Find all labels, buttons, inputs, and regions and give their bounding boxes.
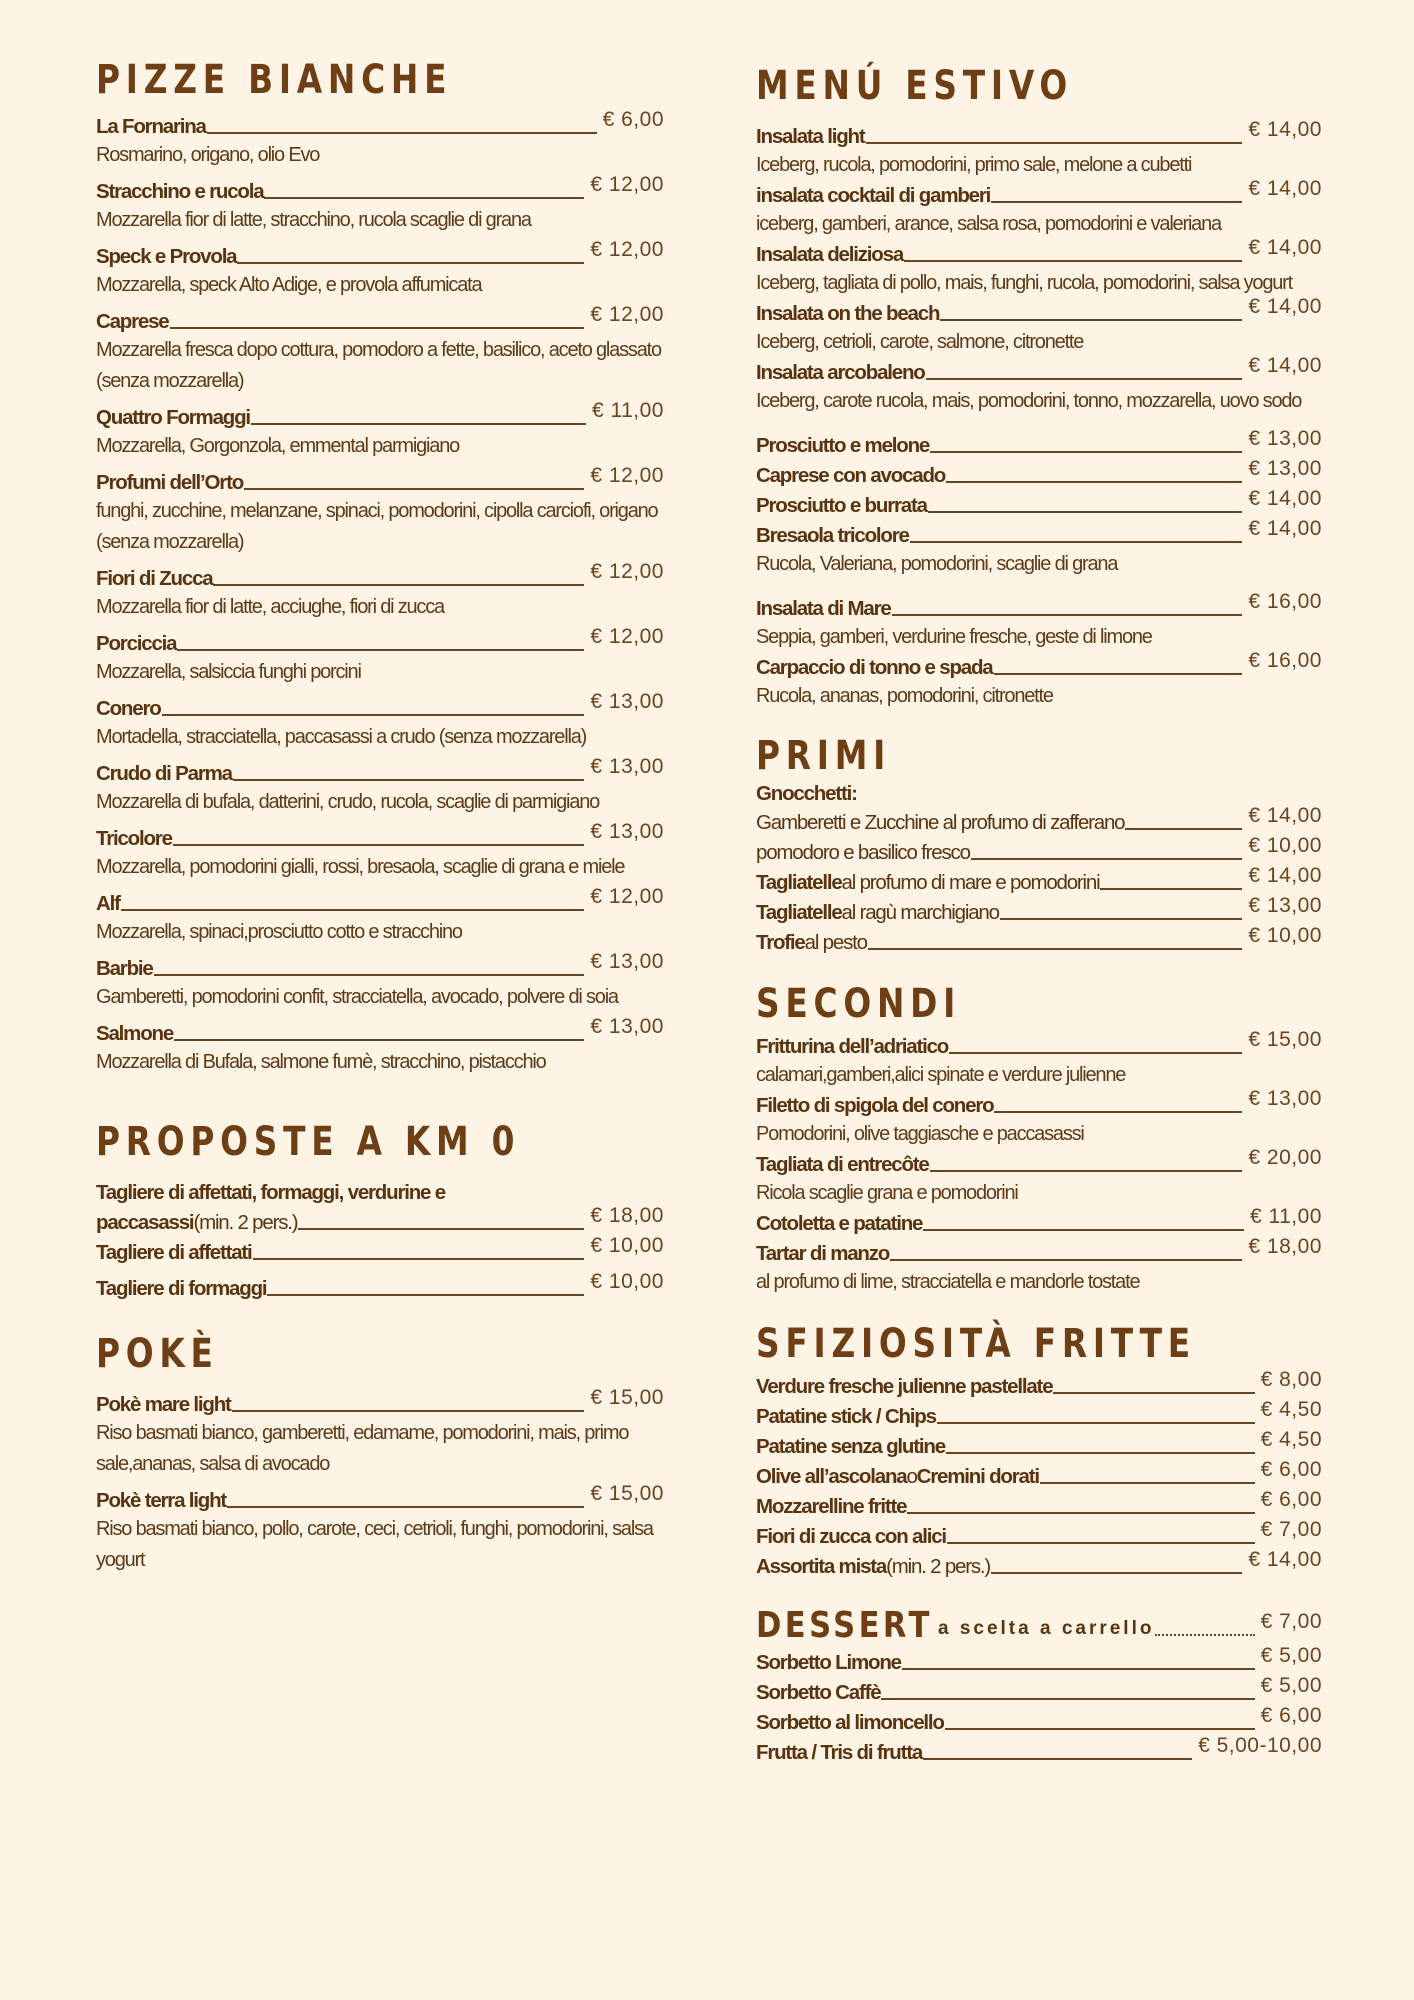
- menu-item: [756, 1644, 1322, 1678]
- item-name: paccasassi: [96, 1211, 194, 1234]
- item-text: al pesto: [804, 931, 867, 954]
- menu-item: [756, 1205, 1322, 1239]
- menu-item: [756, 1087, 1322, 1150]
- item-description: Riso basmati bianco, gamberetti, edamame, pomodorini, mais, primo sale,ananas, salsa di avocado: [96, 1422, 629, 1475]
- menu-item: [756, 1028, 1322, 1091]
- leader-line: [892, 614, 1243, 616]
- item-price: € 13,00: [590, 1015, 664, 1038]
- item-price: € 14,00: [1248, 864, 1322, 887]
- item-description: al profumo di lime, stracciatella e mandorle tostate: [756, 1271, 1140, 1293]
- menu-item: [96, 1270, 664, 1304]
- item-name: Profumi dell’Orto: [96, 471, 244, 494]
- item-name: Carpaccio di tonno e spada: [756, 656, 993, 679]
- item-price: € 13,00: [1248, 894, 1322, 917]
- item-price: € 14,00: [1248, 177, 1322, 200]
- leader-line: [940, 319, 1242, 321]
- menu-item: [756, 457, 1322, 491]
- leader-line: [207, 132, 597, 134]
- primi-subtitle: Gnocchetti:: [756, 782, 857, 805]
- item-price: € 14,00: [1248, 236, 1322, 259]
- item-name: Insalata di Mare: [756, 597, 891, 620]
- leader-line: [162, 714, 585, 716]
- item-name: Tagliere di affettati, formaggi, verdurine e: [96, 1181, 445, 1204]
- menu-item: [756, 1674, 1322, 1708]
- menu-item: [96, 1482, 664, 1576]
- item-price: € 14,00: [1248, 118, 1322, 141]
- leader-line: [946, 481, 1242, 483]
- leader-line: [991, 1572, 1242, 1574]
- item-price: € 5,00: [1260, 1674, 1322, 1697]
- menu-estivo-list-3: [756, 590, 1322, 712]
- item-price: € 6,00: [1260, 1458, 1322, 1481]
- item-description: Ricola scaglie grana e pomodorini: [756, 1182, 1018, 1204]
- menu-item: [756, 118, 1322, 181]
- item-name: Prosciutto e burrata: [756, 494, 927, 517]
- leader-line: [253, 1258, 585, 1260]
- proposte-list: [96, 1234, 664, 1304]
- item-description: Mozzarella fresca dopo cottura, pomodoro a fette, basilico, aceto glassato (senza mozzarella): [96, 339, 661, 392]
- item-description: calamari,gamberi,alici spinate e verdure julienne: [756, 1064, 1126, 1086]
- item-note: (min. 2 pers.): [193, 1211, 298, 1234]
- leader-line: [910, 541, 1243, 543]
- item-name: Fritturina dell’adriatico: [756, 1035, 949, 1058]
- leader-line: [264, 197, 584, 199]
- menu-item: [756, 1518, 1322, 1552]
- item-description: Mozzarella, speck Alto Adige, e provola affumicata: [96, 274, 482, 296]
- menu-item: [756, 177, 1322, 240]
- proposte-first-item: [96, 1178, 664, 1238]
- item-price: € 7,00: [1260, 1518, 1322, 1541]
- leader-line: [928, 511, 1243, 513]
- leader-line: [930, 451, 1242, 453]
- item-name: Porciccia: [96, 632, 177, 655]
- menu-item: [756, 804, 1322, 838]
- item-name: Insalata light: [756, 125, 865, 148]
- item-price: € 12,00: [590, 173, 664, 196]
- item-name: Tagliata di entrecôte: [756, 1153, 929, 1176]
- leader-line: [232, 1410, 585, 1412]
- item-price: € 15,00: [590, 1482, 664, 1505]
- item-name: Filetto di spigola del conero: [756, 1094, 994, 1117]
- item-name: Fiori di Zucca: [96, 567, 213, 590]
- item-name: Conero: [96, 697, 161, 720]
- item-note: (min. 2 pers.): [886, 1555, 991, 1578]
- menu-item: [756, 864, 1322, 898]
- item-description: iceberg, gamberi, arance, salsa rosa, pomodorini e valeriana: [756, 213, 1221, 235]
- item-name: Alf: [96, 892, 120, 915]
- menu-item: [756, 1146, 1322, 1209]
- menu-item: [96, 820, 664, 889]
- item-price: € 16,00: [1248, 590, 1322, 613]
- poke-list: [96, 1386, 664, 1576]
- leader-line: [170, 327, 585, 329]
- item-name: Tagliatelle: [756, 901, 842, 924]
- item-name: Barbie: [96, 957, 153, 980]
- item-description: Rosmarino, origano, olio Evo: [96, 144, 320, 166]
- item-price: € 6,00: [1260, 1488, 1322, 1511]
- leader-line: [173, 844, 585, 846]
- item-price: € 12,00: [590, 238, 664, 261]
- item-price: € 16,00: [1248, 649, 1322, 672]
- item-description: funghi, zucchine, melanzane, spinaci, pomodorini, cipolla carciofi, origano (senza mozzarella): [96, 500, 658, 553]
- menu-item: [756, 649, 1322, 712]
- menu-item: [756, 1488, 1322, 1522]
- leader-line: [1000, 918, 1243, 920]
- leader-line: [904, 260, 1242, 262]
- menu-item: [756, 295, 1322, 358]
- leader-line: [937, 1422, 1255, 1424]
- item-price: € 6,00: [602, 108, 664, 131]
- item-description: Mozzarella fior di latte, acciughe, fiori di zucca: [96, 596, 444, 618]
- item-text: al profumo di mare e pomodorini: [841, 871, 1100, 894]
- leader-line: [267, 1294, 584, 1296]
- item-price: € 13,00: [590, 690, 664, 713]
- item-price: € 10,00: [1248, 924, 1322, 947]
- item-name: Fiori di zucca con alici: [756, 1525, 946, 1548]
- item-name: Sorbetto al limoncello: [756, 1711, 944, 1734]
- menu-item: [96, 399, 664, 468]
- item-name: Speck e Provola: [96, 245, 237, 268]
- menu-item: [756, 1548, 1322, 1582]
- item-price: € 10,00: [590, 1234, 664, 1257]
- section-title-primi: PRIMI: [756, 733, 892, 779]
- leader-line: [251, 423, 586, 425]
- leader-line: [971, 858, 1243, 860]
- item-price: € 14,00: [1248, 1548, 1322, 1571]
- item-name: Olive all’ascolana: [756, 1465, 907, 1488]
- item-price: € 10,00: [1248, 834, 1322, 857]
- leader-line: [868, 948, 1243, 950]
- item-text: pomodoro e basilico fresco: [756, 841, 970, 864]
- menu-estivo-list-2: [756, 427, 1322, 580]
- section-title-secondi: SECONDI: [756, 981, 962, 1027]
- item-connector: o: [906, 1465, 917, 1488]
- item-text: al ragù marchigiano: [841, 901, 999, 924]
- item-name: Stracchino e rucola: [96, 180, 264, 203]
- dessert-list: [756, 1644, 1322, 1768]
- item-description: Mozzarella fior di latte, stracchino, rucola scaglie di grana: [96, 209, 531, 231]
- item-description: Mozzarella, pomodorini gialli, rossi, bresaola, scaglie di grana e miele: [96, 856, 625, 878]
- item-name: Assortita mista: [756, 1555, 887, 1578]
- item-description: Pomodorini, olive taggiasche e paccasassi: [756, 1123, 1084, 1145]
- item-description: Gamberetti, pomodorini confit, stracciatella, avocado, polvere di soia: [96, 986, 618, 1008]
- leader-line: [227, 1506, 584, 1508]
- leader-line: [923, 1229, 1244, 1231]
- item-text: Gamberetti e Zucchine al profumo di zafferano: [756, 811, 1125, 834]
- item-price: € 13,00: [590, 950, 664, 973]
- item-description: Mozzarella di bufala, datterini, crudo, rucola, scaglie di parmigiano: [96, 791, 600, 813]
- pizze-bianche-list: [96, 108, 664, 1078]
- item-name: Tagliere di affettati: [96, 1241, 252, 1264]
- menu-item: [96, 173, 664, 242]
- menu-item: [756, 1235, 1322, 1298]
- leader-line: [907, 1512, 1254, 1514]
- section-title-dessert: DESSERT: [756, 1605, 933, 1646]
- menu-item: [756, 517, 1322, 580]
- leader-line: [233, 779, 585, 781]
- leader-line: [991, 201, 1242, 203]
- item-price: € 12,00: [590, 885, 664, 908]
- menu-item: [756, 1428, 1322, 1462]
- menu-item: [756, 1398, 1322, 1432]
- item-price: € 14,00: [1248, 487, 1322, 510]
- section-title-poke: POKÈ: [96, 1331, 219, 1377]
- item-price: € 5,00: [1260, 1644, 1322, 1667]
- item-price: € 15,00: [590, 1386, 664, 1409]
- item-name: insalata cocktail di gamberi: [756, 184, 991, 207]
- leader-line: [947, 1542, 1255, 1544]
- item-name: Bresaola tricolore: [756, 524, 909, 547]
- item-price: € 13,00: [1248, 457, 1322, 480]
- section-title-pizze-bianche: PIZZE BIANCHE: [96, 57, 453, 103]
- item-price: € 14,00: [1248, 354, 1322, 377]
- item-price: € 20,00: [1248, 1146, 1322, 1169]
- leader-line: [174, 1039, 584, 1041]
- leader-line: [121, 909, 585, 911]
- menu-item: [756, 924, 1322, 958]
- menu-item: [756, 354, 1322, 417]
- leader-line: [926, 378, 1243, 380]
- item-description: Rucola, Valeriana, pomodorini, scaglie di grana: [756, 553, 1118, 575]
- item-price: € 12,00: [590, 464, 664, 487]
- item-name: Insalata on the beach: [756, 302, 940, 325]
- leader-line: [1125, 828, 1242, 830]
- sfiziosita-list: [756, 1368, 1322, 1582]
- menu-item: [96, 238, 664, 307]
- dessert-header: [756, 1605, 1322, 1646]
- left-column: [96, 57, 664, 1576]
- item-price: € 12,00: [590, 625, 664, 648]
- item-description: Iceberg, rucola, pomodorini, primo sale, melone a cubetti: [756, 154, 1192, 176]
- menu-item: [96, 560, 664, 629]
- item-price: € 8,00: [1260, 1368, 1322, 1391]
- item-description: Seppia, gamberi, verdurine fresche, geste di limone: [756, 626, 1152, 648]
- item-description: Mortadella, stracciatella, paccasassi a crudo (senza mozzarella): [96, 726, 587, 748]
- menu-item: [96, 108, 664, 177]
- item-price: € 5,00-10,00: [1198, 1734, 1322, 1757]
- leader-line: [881, 1698, 1254, 1700]
- menu-item: [756, 894, 1322, 928]
- leader-line: [177, 649, 584, 651]
- leader-line: [244, 488, 584, 490]
- leader-line: [1100, 888, 1242, 890]
- item-name: Salmone: [96, 1022, 174, 1045]
- item-name: Patatine senza glutine: [756, 1435, 945, 1458]
- item-name: Prosciutto e melone: [756, 434, 930, 457]
- item-price: € 18,00: [590, 1204, 664, 1227]
- item-price: € 4,50: [1260, 1428, 1322, 1451]
- menu-item: [756, 1734, 1322, 1768]
- item-name: Frutta / Tris di frutta: [756, 1741, 923, 1764]
- right-column: [756, 63, 1322, 1768]
- leader-line: [298, 1228, 584, 1230]
- section-title-menu-estivo: MENÚ ESTIVO: [756, 63, 1073, 109]
- menu-item: [96, 625, 664, 694]
- item-name: Mozzarelline fritte: [756, 1495, 907, 1518]
- item-price: € 15,00: [1248, 1028, 1322, 1051]
- leader-line: [994, 673, 1243, 675]
- item-name: Insalata arcobaleno: [756, 361, 925, 384]
- menu-item: [96, 885, 664, 954]
- menu-item: [96, 464, 664, 564]
- menu-item: [96, 950, 664, 1019]
- leader-line: [154, 974, 585, 976]
- menu-item: [756, 487, 1322, 521]
- item-name: Quattro Formaggi: [96, 406, 250, 429]
- primi-list: [756, 804, 1322, 958]
- menu-item: [756, 427, 1322, 461]
- leader-line: [994, 1111, 1242, 1113]
- leader-line: [237, 262, 584, 264]
- dessert-tag: a scelta a carrello: [937, 1618, 1155, 1639]
- item-price: € 6,00: [1260, 1704, 1322, 1727]
- leader-line: [890, 1259, 1242, 1261]
- item-name: Pokè terra light: [96, 1489, 227, 1512]
- item-name: Crudo di Parma: [96, 762, 232, 785]
- item-price: € 13,00: [590, 755, 664, 778]
- item-name: Tagliere di formaggi: [96, 1277, 267, 1300]
- item-name: Tartar di manzo: [756, 1242, 890, 1265]
- leader-line: [946, 1452, 1255, 1454]
- item-name: Caprese: [96, 310, 169, 333]
- item-name: Verdure fresche julienne pastellate: [756, 1375, 1053, 1398]
- item-price: € 10,00: [590, 1270, 664, 1293]
- item-name: La Fornarina: [96, 115, 206, 138]
- item-price: € 13,00: [1248, 427, 1322, 450]
- item-price: € 18,00: [1248, 1235, 1322, 1258]
- item-name: Insalata deliziosa: [756, 243, 904, 266]
- item-price: € 14,00: [1248, 804, 1322, 827]
- item-price: € 14,00: [1248, 517, 1322, 540]
- menu-item: [756, 834, 1322, 868]
- item-description: Mozzarella, Gorgonzola, emmental parmigiano: [96, 435, 460, 457]
- menu-item: [96, 690, 664, 759]
- item-price: € 11,00: [591, 399, 664, 422]
- item-name: Pokè mare light: [96, 1393, 231, 1416]
- leader-line: [949, 1052, 1242, 1054]
- item-description: Mozzarella, salsiccia funghi porcini: [96, 661, 361, 683]
- item-description: Rucola, ananas, pomodorini, citronette: [756, 685, 1053, 707]
- menu-item: [96, 1386, 664, 1486]
- menu-item: [96, 1234, 664, 1274]
- leader-line: [923, 1758, 1192, 1760]
- menu-item: [756, 1458, 1322, 1492]
- item-description: Mozzarella, spinaci,prosciutto cotto e stracchino: [96, 921, 462, 943]
- item-price: € 14,00: [1248, 295, 1322, 318]
- item-description: Mozzarella di Bufala, salmone fumè, stracchino, pistacchio: [96, 1051, 546, 1073]
- item-name: Trofie: [756, 931, 805, 954]
- item-name-2: Cremini dorati: [916, 1465, 1039, 1488]
- dessert-price: € 7,00: [1260, 1610, 1322, 1633]
- leader-line: [930, 1170, 1243, 1172]
- menu-item: [96, 755, 664, 824]
- item-name: Cotoletta e patatine: [756, 1212, 923, 1235]
- menu-estivo-list: [756, 118, 1322, 417]
- leader-line: [213, 584, 584, 586]
- item-description: Iceberg, tagliata di pollo, mais, funghi, rucola, pomodorini, salsa yogurt: [756, 272, 1292, 294]
- leader-line: [902, 1668, 1255, 1670]
- item-price: € 4,50: [1260, 1398, 1322, 1421]
- leader-line: [1040, 1482, 1255, 1484]
- item-price: € 12,00: [590, 560, 664, 583]
- item-price: € 13,00: [590, 820, 664, 843]
- section-title-proposte: PROPOSTE A KM 0: [96, 1119, 521, 1165]
- item-name: Sorbetto Limone: [756, 1651, 901, 1674]
- menu-item: [756, 1368, 1322, 1402]
- leader-line: [945, 1728, 1255, 1730]
- item-price: € 13,00: [1248, 1087, 1322, 1110]
- menu-item: [96, 303, 664, 403]
- menu-item: [96, 1015, 664, 1078]
- item-name: Tagliatelle: [756, 871, 842, 894]
- item-description: Iceberg, carote rucola, mais, pomodorini, tonno, mozzarella, uovo sodo: [756, 390, 1302, 412]
- item-price: € 11,00: [1249, 1205, 1322, 1228]
- menu-item: [756, 236, 1322, 299]
- leader-line: [866, 142, 1243, 144]
- menu-item: [756, 590, 1322, 653]
- leader-dots: [1155, 1634, 1254, 1636]
- secondi-list: [756, 1028, 1322, 1298]
- item-price: € 12,00: [590, 303, 664, 326]
- item-name: Tricolore: [96, 827, 172, 850]
- item-description: Riso basmati bianco, pollo, carote, ceci, cetrioli, funghi, pomodorini, salsa yogurt: [96, 1518, 653, 1571]
- section-title-sfiziosita: SFIZIOSITÀ FRITTE: [756, 1321, 1196, 1367]
- leader-line: [1053, 1392, 1254, 1394]
- item-name: Caprese con avocado: [756, 464, 946, 487]
- item-name: Sorbetto Caffè: [756, 1681, 881, 1704]
- item-name: Patatine stick / Chips: [756, 1405, 936, 1428]
- item-description: Iceberg, cetrioli, carote, salmone, citronette: [756, 331, 1084, 353]
